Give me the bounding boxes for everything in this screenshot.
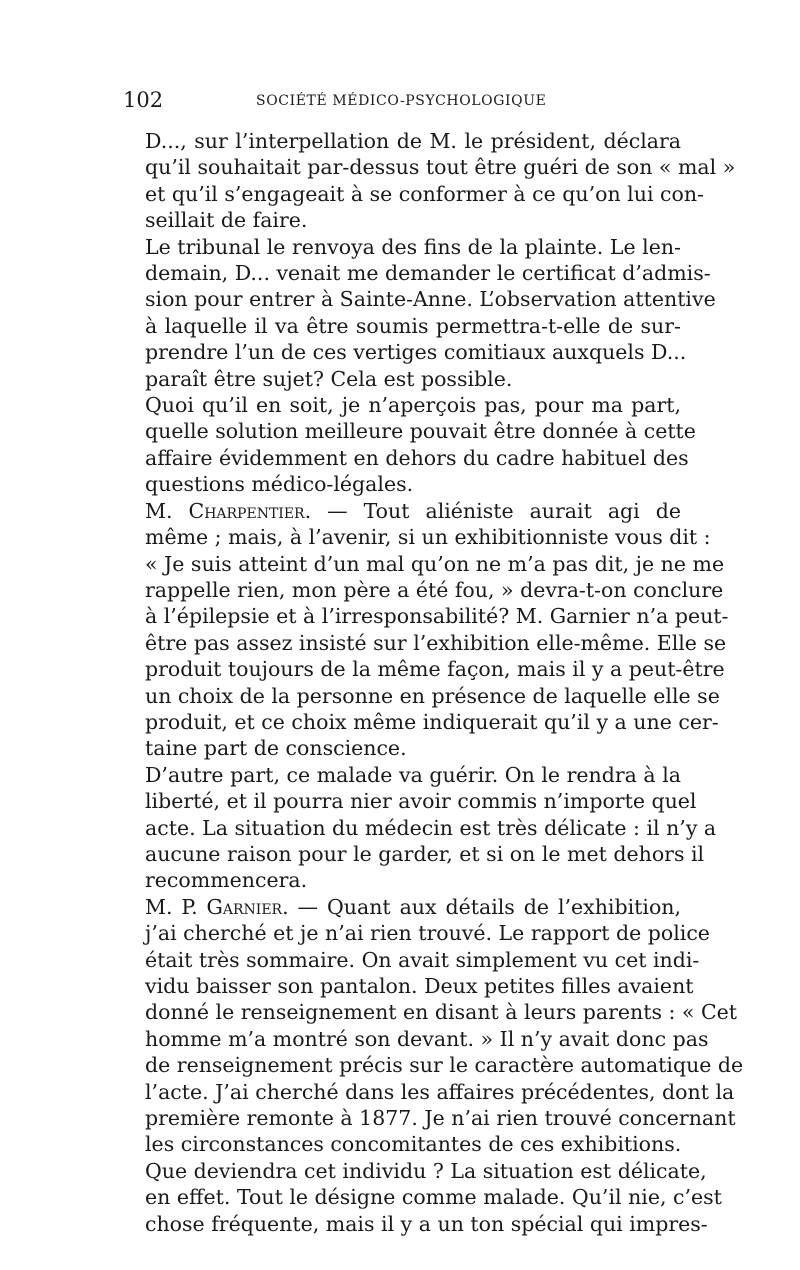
text-line: en effet. Tout le désigne comme malade. Qu’il nie, c’est [145,1185,722,1210]
text-line: seillait de faire. [145,208,308,233]
paragraph [120,762,717,894]
paragraph [120,894,744,1158]
text-line: vidu baisser son pantalon. Deux petites filles avaient [145,974,694,998]
text-line: un choix de la personne en présence de laquelle elle se [145,683,720,708]
paragraph [120,392,696,498]
text-line [120,894,681,920]
paragraph [120,128,736,234]
text-line: chose fréquente, mais il y a un ton spécial qui impres- [145,1211,708,1236]
text-line: les circonstances concomitantes de ces exhibitions. [145,1132,682,1157]
text-line: prendre l’un de ces vertiges comitiaux auxquels D... [145,340,687,365]
text-line: était très sommaire. On avait simplement vu cet indi- [145,947,700,972]
text-line: D’autre part, ce malade va guérir. On le rendra à la [145,762,681,787]
paragraph [120,234,716,392]
body-text [120,128,744,1237]
page-number: 102 [123,88,164,112]
text-line: questions médico-légales. [145,472,414,497]
text-line: même ; mais, à l’avenir, si un exhibitionniste vous dit : [145,525,711,550]
book-page [120,88,744,1237]
paragraph [120,498,729,762]
text-line: sion pour entrer à Sainte-Anne. L’observation attentive [145,287,716,312]
text-line: qu’il souhaitait par-dessus tout être guéri de son « mal » [145,155,736,180]
text-line [120,498,681,524]
speaker-text: — Tout aliéniste aurait agi de [311,498,681,523]
text-line: demain, D... venait me demander le certificat d’admis- [145,261,711,286]
text-line: être pas assez insisté sur l’exhibition elle-même. Elle se [145,630,727,655]
text-line: liberté, et il pourra nier avoir commis n’importe quel [145,789,697,814]
text-line: première remonte à 1877. Je n’ai rien trouvé concernant [145,1106,736,1131]
text-line: Le tribunal le renvoya des fins de la plainte. Le len- [145,234,681,259]
speaker-text: — Quant aux détails de l’exhibition, [288,894,682,919]
text-line: « Je suis atteint d’un mal qu’on ne m’a pas dit, je ne me [145,551,725,576]
text-line: D..., sur l’interpellation de M. le président, déclara [145,129,681,153]
text-line: j’ai cherché et je n’ai rien trouvé. Le rapport de police [145,921,710,946]
speaker-name: M. Charpentier. [145,498,312,523]
text-line: affaire évidemment en dehors du cadre habituel des [145,445,689,470]
text-line: paraît être sujet? Cela est possible. [145,366,513,391]
text-line: à l’épilepsie et à l’irresponsabilité? M. Garnier n’a peut- [145,604,729,629]
text-line: donné le renseignement en disant à leurs parents : « Cet [145,1000,738,1025]
text-line: acte. La situation du médecin est très délicate : il n’y a [145,815,717,840]
text-line: produit, et ce choix même indiquerait qu’il y a une cer- [145,709,719,734]
text-line: rappelle rien, mon père a été fou, » devra-t-on conclure [145,577,724,602]
speaker-name: M. P. Garnier. [145,894,289,919]
running-head [120,88,681,118]
running-title: SOCIÉTÉ MÉDICO-PSYCHOLOGIQUE [256,93,547,109]
text-line: produit toujours de la même façon, mais il y a peut-être [145,657,725,682]
text-line: Quoi qu’il en soit, je n’aperçois pas, pour ma part, [145,393,681,418]
text-line: de renseignement précis sur le caractère automatique de [145,1053,744,1078]
text-line: à laquelle il va être soumis permettra-t-elle de sur- [145,313,681,338]
paragraph [120,1158,722,1237]
text-line: homme m’a montré son devant. » Il n’y avait donc pas [145,1026,709,1051]
text-line: Que deviendra cet individu ? La situation est délicate, [145,1158,707,1183]
text-line: l’acte. J’ai cherché dans les affaires précédentes, dont la [145,1079,735,1104]
text-line: taine part de conscience. [145,736,407,761]
text-line: et qu’il s’engageait à se conformer à ce qu’on lui con- [145,181,704,206]
text-line: aucune raison pour le garder, et si on le met dehors il [145,841,705,866]
text-line: recommencera. [145,868,308,893]
text-line: quelle solution meilleure pouvait être donnée à cette [145,419,696,444]
